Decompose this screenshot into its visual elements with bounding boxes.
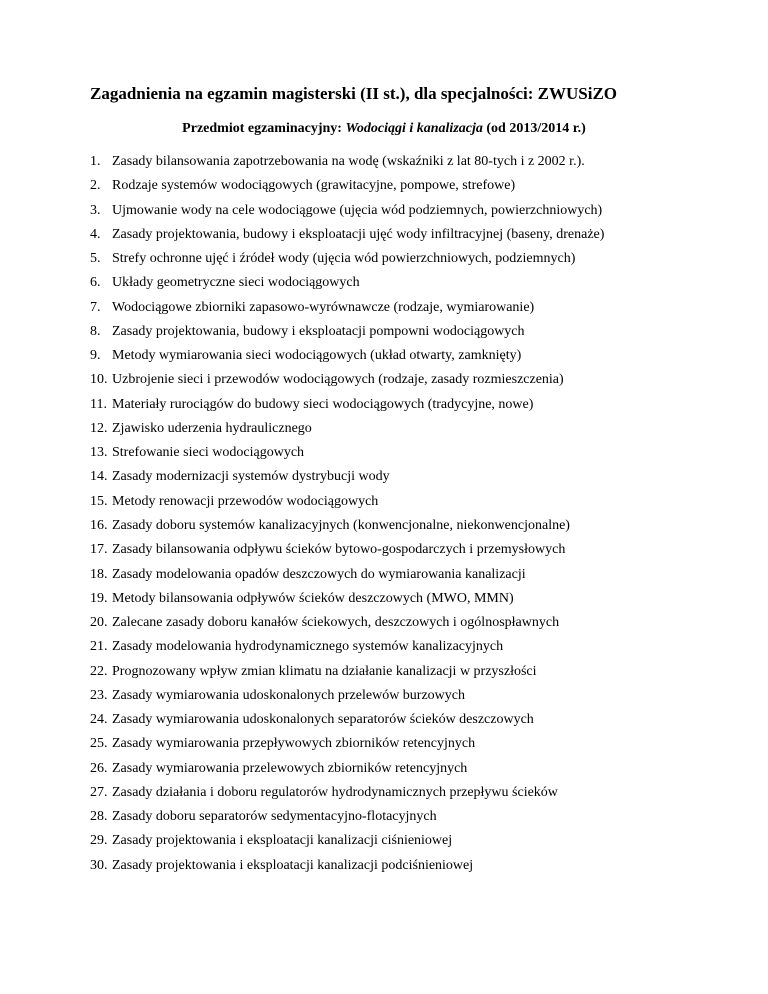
question-text: Zasady wymiarowania przelewowych zbiorników retencyjnych (112, 760, 468, 776)
question-text: Materiały rurociągów do budowy sieci wodociągowych (tradycyjne, nowe) (112, 396, 534, 412)
question-number: 14. (90, 469, 108, 485)
exam-subject-line (0, 121, 768, 137)
document-title: Zagadnienia na egzamin magisterski (II st.), dla specjalności: ZWUSiZO (90, 84, 618, 103)
question-item (90, 300, 604, 324)
question-text: Zasady modelowania hydrodynamicznego systemów kanalizacyjnych (112, 639, 504, 655)
question-item (90, 567, 604, 591)
question-list (90, 154, 604, 882)
question-item (90, 154, 604, 178)
question-text: Wodociągowe zbiorniki zapasowo-wyrównawcze (rodzaje, wymiarowanie) (112, 299, 535, 315)
question-number: 29. (90, 833, 108, 849)
question-number: 10. (90, 372, 108, 388)
question-text: Rodzaje systemów wodociągowych (grawitacyjne, pompowe, strefowe) (112, 178, 516, 194)
question-number: 23. (90, 687, 108, 703)
question-item (90, 494, 604, 518)
question-number: 1. (90, 154, 101, 169)
question-text: Strefy ochronne ujęć i źródeł wody (ujęcia wód powierzchniowych, podziemnych) (112, 251, 576, 267)
question-item (90, 397, 604, 421)
question-text: Uzbrojenie sieci i przewodów wodociągowych (rodzaje, zasady rozmieszczenia) (112, 372, 564, 388)
question-item (90, 324, 604, 348)
question-text: Prognozowany wpływ zmian klimatu na działanie kanalizacji w przyszłości (112, 663, 537, 679)
question-item (90, 591, 604, 615)
question-item (90, 445, 604, 469)
question-number: 24. (90, 712, 108, 728)
question-item (90, 251, 604, 275)
question-text: Zasady projektowania, budowy i eksploatacji pompowni wodociągowych (112, 323, 525, 339)
question-text: Zasady bilansowania zapotrzebowania na wodę (wskaźniki z lat 80-tych i z 2002 r.). (112, 154, 585, 169)
question-number: 19. (90, 590, 108, 606)
question-number: 26. (90, 760, 108, 776)
question-text: Zasady działania i doboru regulatorów hydrodynamicznych przepływu ścieków (112, 784, 558, 800)
question-item (90, 348, 604, 372)
question-number: 25. (90, 736, 108, 752)
question-text: Zasady wymiarowania przepływowych zbiorników retencyjnych (112, 736, 476, 752)
question-text: Zasady projektowania i eksploatacji kanalizacji podciśnieniowej (112, 857, 474, 873)
question-number: 4. (90, 226, 101, 242)
question-number: 18. (90, 566, 108, 582)
question-item (90, 785, 604, 809)
question-number: 22. (90, 663, 108, 679)
question-number: 15. (90, 493, 108, 509)
question-item (90, 809, 604, 833)
question-item (90, 761, 604, 785)
question-number: 13. (90, 445, 108, 461)
question-number: 6. (90, 275, 101, 291)
question-number: 8. (90, 323, 101, 339)
question-item (90, 833, 604, 857)
question-text: Zalecane zasady doboru kanałów ściekowych, deszczowych i ogólnospławnych (112, 615, 560, 631)
question-item (90, 712, 604, 736)
question-text: Układy geometryczne sieci wodociągowych (112, 275, 360, 291)
question-item (90, 203, 604, 227)
question-number: 28. (90, 809, 108, 825)
question-text: Metody renowacji przewodów wodociągowych (112, 493, 379, 509)
question-item (90, 227, 604, 251)
question-number: 11. (90, 396, 107, 412)
question-text: Zasady modernizacji systemów dystrybucji wody (112, 469, 390, 485)
question-item (90, 736, 604, 760)
question-item (90, 275, 604, 299)
subject-prefix: Przedmiot egzaminacyjny: (182, 121, 342, 136)
question-number: 2. (90, 178, 101, 194)
question-item (90, 421, 604, 445)
question-text: Ujmowanie wody na cele wodociągowe (ujęcia wód podziemnych, powierzchniowych) (112, 202, 603, 218)
question-text: Metody bilansowania odpływów ścieków deszczowych (MWO, MMN) (112, 590, 514, 606)
question-text: Zasady bilansowania odpływu ścieków bytowo-gospodarczych i przemysłowych (112, 542, 566, 558)
question-number: 16. (90, 517, 108, 533)
question-item (90, 639, 604, 663)
question-text: Zasady wymiarowania udoskonalonych separatorów ścieków deszczowych (112, 712, 534, 728)
question-text: Zasady modelowania opadów deszczowych do wymiarowania kanalizacji (112, 566, 526, 582)
question-text: Metody wymiarowania sieci wodociągowych (układ otwarty, zamknięty) (112, 348, 522, 364)
question-text: Strefowanie sieci wodociągowych (112, 445, 305, 461)
question-number: 7. (90, 299, 101, 315)
question-text: Zasady projektowania i eksploatacji kanalizacji ciśnieniowej (112, 833, 453, 849)
question-text: Zasady projektowania, budowy i eksploatacji ujęć wody infiltracyjnej (baseny, drenaże) (112, 226, 605, 242)
question-number: 27. (90, 784, 108, 800)
question-number: 30. (90, 857, 108, 873)
question-text: Zasady doboru systemów kanalizacyjnych (konwencjonalne, niekonwencjonalne) (112, 517, 570, 533)
question-text: Zjawisko uderzenia hydraulicznego (112, 420, 312, 436)
subject-period: (od 2013/2014 r.) (486, 121, 586, 136)
question-item (90, 469, 604, 493)
question-number: 9. (90, 348, 101, 364)
question-number: 20. (90, 615, 108, 631)
question-text: Zasady wymiarowania udoskonalonych przelewów burzowych (112, 687, 466, 703)
question-number: 5. (90, 251, 101, 267)
question-number: 21. (90, 639, 108, 655)
question-number: 3. (90, 202, 101, 218)
question-number: 12. (90, 420, 108, 436)
question-item (90, 615, 604, 639)
question-text: Zasady doboru separatorów sedymentacyjno-flotacyjnych (112, 809, 437, 825)
subject-name: Wodociągi i kanalizacja (345, 121, 483, 136)
question-item (90, 688, 604, 712)
question-item (90, 178, 604, 202)
question-item (90, 518, 604, 542)
question-item (90, 542, 604, 566)
question-number: 17. (90, 542, 108, 558)
question-item (90, 858, 604, 882)
question-item (90, 664, 604, 688)
question-item (90, 372, 604, 396)
